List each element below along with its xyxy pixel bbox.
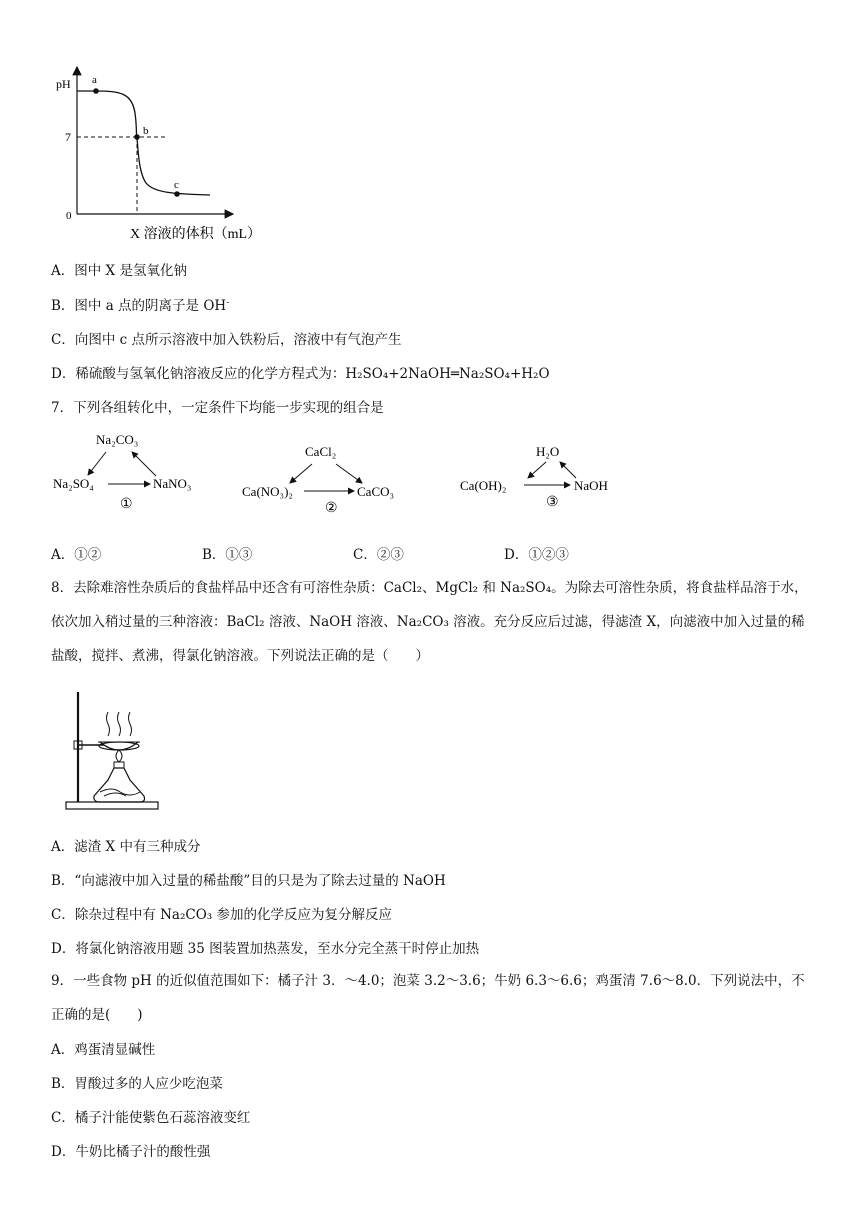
q8-stem: 8．去除难溶性杂质后的食盐样品中还含有可溶性杂质：CaCl₂、MgCl₂ 和 Na₂SO₄。为除去可溶性杂质，将食盐样品溶于水，依次加入稍过量的三种溶液：BaCl₂ 溶液、NaOH 溶液、Na₂CO₃ 溶液。充分反应后过滤，得滤渣 X，向滤液中加入过量的稀盐酸，搅拌、煮沸，得氯化钠溶液。下列说法正确的是（ ） [51, 580, 808, 664]
q9-option-b: B．胃酸过多的人应少吃泡菜 [51, 1076, 223, 1092]
evaporation-apparatus-figure [64, 688, 164, 813]
lamp-liquid [100, 789, 140, 795]
d1-right: NaNO₃ [153, 476, 192, 491]
y-axis-label: pH [56, 77, 71, 91]
q6-option-d: D．稀硫酸与氢氧化钠溶液反应的化学方程式为：H₂SO₄+2NaOH═Na₂SO₄+H₂O [51, 366, 550, 382]
d3-top: H₂O [536, 444, 560, 459]
d3-arrow-top-left [528, 462, 546, 478]
q8-option-b: B．“向滤液中加入过量的稀盐酸”目的只是为了除去过量的 NaOH [51, 873, 446, 889]
d1-left: Na₂SO₄ [53, 476, 94, 491]
q6-option-c: C．向图中 c 点所示溶液中加入铁粉后，溶液中有气泡产生 [51, 332, 402, 348]
vapor-1 [107, 712, 110, 736]
q8-option-d: D．将氯化钠溶液用题 35 图装置加热蒸发，至水分完全蒸干时停止加热 [51, 941, 480, 957]
ph-curve-figure [50, 55, 300, 250]
q6-option-a: A．图中 X 是氢氧化钠 [51, 263, 187, 279]
q6-option-b [51, 297, 229, 315]
point-a-marker [93, 88, 99, 94]
d2-right: CaCO₃ [357, 484, 395, 499]
point-c-marker [174, 191, 180, 197]
q7-option-a: A．①② [51, 547, 102, 563]
q7-option-c: C．②③ [353, 547, 404, 563]
alcohol-lamp [94, 768, 145, 802]
q7-stem: 7．下列各组转化中，一定条件下均能一步实现的组合是 [51, 400, 384, 416]
vapor-3 [129, 712, 132, 736]
origin-label: 0 [66, 210, 72, 222]
q7-option-d: D．①②③ [504, 547, 569, 563]
ph-curve [77, 91, 210, 195]
q6-option-b-text: B．图中 a 点的阴离子是 OH [51, 298, 227, 314]
d3-left: Ca(OH)₂ [460, 478, 507, 493]
d1-top: Na₂CO₃ [96, 432, 139, 447]
q7-option-b: B．①③ [202, 547, 253, 563]
d2-arrow-top-right [336, 464, 362, 483]
lamp-wick-holder [114, 762, 124, 768]
d2-number: ② [325, 501, 338, 516]
q8-option-a: A．滤渣 X 中有三种成分 [51, 839, 201, 855]
stand-base [66, 802, 158, 809]
d3-right: NaOH [574, 478, 608, 493]
q7-conversion-diagrams [50, 428, 650, 518]
point-b-marker [134, 134, 140, 140]
point-b-label: b [143, 125, 149, 137]
q8-option-c: C．除杂过程中有 Na₂CO₃ 参加的化学反应为复分解反应 [51, 907, 392, 923]
diagram-2 [242, 444, 394, 516]
q9-option-d: D．牛奶比橘子汁的酸性强 [51, 1144, 211, 1160]
d3-arrow-right-top [560, 462, 576, 478]
d1-arrow-top-left [88, 452, 106, 475]
d1-number: ① [120, 497, 133, 512]
d2-arrow-top-left [290, 464, 312, 483]
x-axis-label: X 溶液的体积（mL） [130, 227, 262, 242]
q9-option-c: C．橘子汁能使紫色石蕊溶液变红 [51, 1110, 251, 1126]
diagram-1 [53, 432, 191, 512]
point-c-label: c [174, 179, 179, 191]
d2-left: Ca(NO₃)₂ [242, 484, 293, 499]
d3-number: ③ [546, 495, 559, 510]
diagram-3 [460, 444, 608, 510]
y-tick-7: 7 [65, 130, 71, 144]
q6-option-b-sup: - [226, 298, 230, 308]
d2-top: CaCl₂ [305, 444, 337, 459]
q9-stem: 9．一些食物 pH 的近似值范围如下：橘子汁 3．～4.0；泡菜 3.2～3.6；牛奶 6.3～6.6；鸡蛋清 7.6～8.0．下列说法中，不正确的是( ) [51, 973, 805, 1023]
flame [116, 750, 122, 762]
q9-option-a: A．鸡蛋清显碱性 [51, 1042, 156, 1058]
d1-arrow-right-top [132, 452, 156, 476]
point-a-label: a [92, 74, 97, 86]
vapor-2 [118, 712, 121, 736]
